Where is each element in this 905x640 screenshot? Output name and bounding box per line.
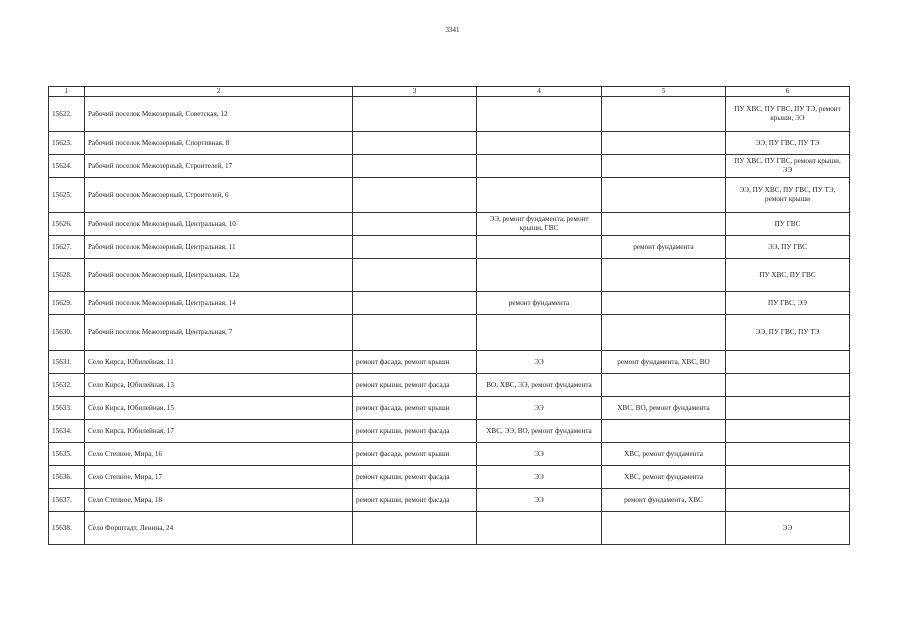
column-5-cell [602, 132, 726, 155]
table-row [49, 178, 850, 213]
column-4-cell: ЭЭ [477, 351, 602, 374]
column-4-cell [477, 512, 602, 545]
row-number: 15630. [49, 315, 85, 351]
column-3-cell [353, 315, 477, 351]
records-table [48, 86, 850, 545]
table-row [49, 155, 850, 178]
column-5-cell [602, 374, 726, 397]
address-cell: Рабочий поселок Межозерный, Строителей, 17 [85, 155, 353, 178]
column-4-cell [477, 178, 602, 213]
column-6-cell [726, 420, 850, 443]
column-5-cell [602, 155, 726, 178]
row-number: 15629. [49, 292, 85, 315]
row-number: 15637. [49, 489, 85, 512]
column-6-cell: ЭЭ, ПУ ГВС, ПУ ТЭ [726, 315, 850, 351]
address-cell: Село Степное, Мира, 17 [85, 466, 353, 489]
column-6-cell: ЭЭ [726, 512, 850, 545]
column-5-cell [602, 178, 726, 213]
address-cell: Рабочий поселок Межозерный, Центральная, 10 [85, 213, 353, 236]
table-row [49, 236, 850, 259]
address-cell: Село Степное, Мира, 16 [85, 443, 353, 466]
column-header-3: 3 [353, 87, 477, 97]
column-5-cell [602, 420, 726, 443]
column-6-cell: ПУ ХВС, ПУ ГВС, ПУ ТЭ, ремонт крыши, ЭЭ [726, 97, 850, 132]
column-6-cell: ПУ ГВС, ЭЭ [726, 292, 850, 315]
column-4-cell [477, 259, 602, 292]
page-number: 3341 [445, 26, 460, 34]
column-5-cell [602, 315, 726, 351]
column-5-cell [602, 512, 726, 545]
header-row [49, 87, 850, 97]
row-number: 15625. [49, 178, 85, 213]
column-5-cell: ремонт фундамента, ХВС [602, 489, 726, 512]
column-6-cell: ЭЭ, ПУ ГВС [726, 236, 850, 259]
address-cell: Рабочий поселок Межозерный, Центральная, 14 [85, 292, 353, 315]
address-cell: Село Кирса, Юбилейная, 13 [85, 374, 353, 397]
column-4-cell: ремонт фундамента [477, 292, 602, 315]
column-5-cell: ХВС, ВО, ремонт фундамента [602, 397, 726, 420]
column-3-cell: ремонт крыши, ремонт фасада [353, 374, 477, 397]
table-row [49, 443, 850, 466]
column-6-cell [726, 489, 850, 512]
column-header-4: 4 [477, 87, 602, 97]
column-4-cell [477, 155, 602, 178]
row-number: 15638. [49, 512, 85, 545]
column-4-cell [477, 97, 602, 132]
column-4-cell: ЭЭ [477, 397, 602, 420]
column-5-cell [602, 259, 726, 292]
column-3-cell: ремонт фасада, ремонт крыши [353, 397, 477, 420]
address-cell: Рабочий поселок Межозерный, Центральная, 11 [85, 236, 353, 259]
address-cell: Рабочий поселок Межозерный, Центральная, 12а [85, 259, 353, 292]
row-number: 15626. [49, 213, 85, 236]
table-row [49, 489, 850, 512]
column-6-cell: ПУ ХВС, ПУ ГВС [726, 259, 850, 292]
column-header-6: 6 [726, 87, 850, 97]
column-4-cell [477, 315, 602, 351]
column-header-1: 1 [49, 87, 85, 97]
column-5-cell: ремонт фундамента [602, 236, 726, 259]
table-row [49, 132, 850, 155]
address-cell: Село Кирса, Юбилейная, 11 [85, 351, 353, 374]
column-3-cell [353, 259, 477, 292]
row-number: 15633. [49, 397, 85, 420]
row-number: 15636. [49, 466, 85, 489]
column-3-cell [353, 236, 477, 259]
column-4-cell: ВО, ХВС, ЭЭ, ремонт фундамента [477, 374, 602, 397]
column-6-cell: ЭЭ, ПУ ГВС, ПУ ТЭ [726, 132, 850, 155]
table-row [49, 466, 850, 489]
row-number: 15627. [49, 236, 85, 259]
row-number: 15631. [49, 351, 85, 374]
column-3-cell [353, 213, 477, 236]
column-5-cell [602, 292, 726, 315]
column-6-cell [726, 466, 850, 489]
column-3-cell [353, 178, 477, 213]
column-3-cell [353, 132, 477, 155]
column-3-cell [353, 97, 477, 132]
column-6-cell: ПУ ГВС [726, 213, 850, 236]
column-4-cell: ЭЭ [477, 443, 602, 466]
column-4-cell: ЭЭ, ремонт фундамента, ремонт крыши, ГВС [477, 213, 602, 236]
address-cell: Рабочий поселок Межозерный, Советская, 12 [85, 97, 353, 132]
table-row [49, 213, 850, 236]
row-number: 15624. [49, 155, 85, 178]
column-6-cell: ПУ ХВС, ПУ ГВС, ремонт крыши, ЭЭ [726, 155, 850, 178]
table-row [49, 397, 850, 420]
row-number: 15634. [49, 420, 85, 443]
row-number: 15635. [49, 443, 85, 466]
column-3-cell [353, 292, 477, 315]
address-cell: Село Кирса, Юбилейная, 17 [85, 420, 353, 443]
table-row [49, 97, 850, 132]
address-cell: Рабочий поселок Межозерный, Спортивная, 8 [85, 132, 353, 155]
column-3-cell: ремонт крыши, ремонт фасада [353, 466, 477, 489]
column-6-cell [726, 351, 850, 374]
column-header-5: 5 [602, 87, 726, 97]
column-4-cell: ХВС, ЭЭ, ВО, ремонт фундамента [477, 420, 602, 443]
address-cell: Село Кирса, Юбилейная, 15 [85, 397, 353, 420]
column-4-cell: ЭЭ [477, 489, 602, 512]
column-6-cell [726, 397, 850, 420]
column-6-cell: ЭЭ, ПУ ХВС, ПУ ГВС, ПУ ТЭ, ремонт крыши [726, 178, 850, 213]
address-cell: Село Форштадт, Ленина, 24 [85, 512, 353, 545]
table-row [49, 259, 850, 292]
address-cell: Село Степное, Мира, 18 [85, 489, 353, 512]
column-3-cell: ремонт фасада, ремонт крыши [353, 443, 477, 466]
table-row [49, 374, 850, 397]
column-5-cell: ХВС, ремонт фундамента [602, 443, 726, 466]
column-3-cell: ремонт фасада, ремонт крыши [353, 351, 477, 374]
address-cell: Рабочий поселок Межозерный, Центральная, 7 [85, 315, 353, 351]
column-6-cell [726, 443, 850, 466]
column-4-cell: ЭЭ [477, 466, 602, 489]
column-3-cell [353, 512, 477, 545]
column-3-cell: ремонт крыши, ремонт фасада [353, 420, 477, 443]
column-5-cell: ремонт фундамента, ХВС, ВО [602, 351, 726, 374]
column-5-cell [602, 97, 726, 132]
column-4-cell [477, 236, 602, 259]
column-5-cell: ХВС, ремонт фундамента [602, 466, 726, 489]
column-3-cell [353, 155, 477, 178]
column-4-cell [477, 132, 602, 155]
column-3-cell: ремонт крыши, ремонт фасада [353, 489, 477, 512]
table-body [49, 97, 850, 545]
table-row [49, 292, 850, 315]
row-number: 15622. [49, 97, 85, 132]
row-number: 15632. [49, 374, 85, 397]
column-6-cell [726, 374, 850, 397]
row-number: 15623. [49, 132, 85, 155]
table-row [49, 315, 850, 351]
column-header-2: 2 [85, 87, 353, 97]
table-row [49, 512, 850, 545]
table-row [49, 351, 850, 374]
column-5-cell [602, 213, 726, 236]
table-row [49, 420, 850, 443]
address-cell: Рабочий поселок Межозерный, Строителей, 6 [85, 178, 353, 213]
row-number: 15628. [49, 259, 85, 292]
